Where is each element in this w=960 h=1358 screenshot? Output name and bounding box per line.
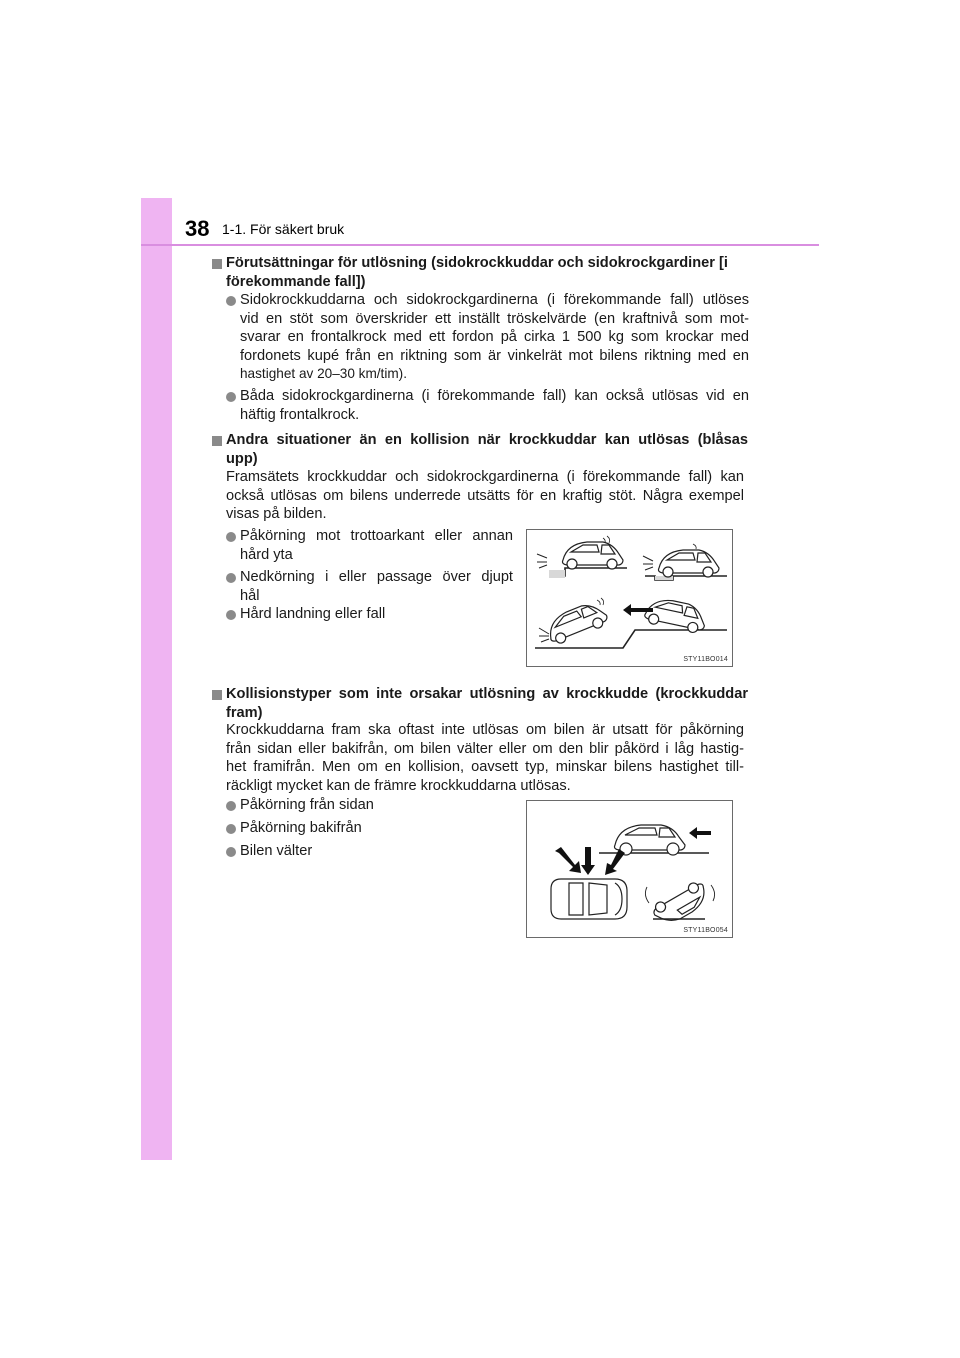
text-line: också utlösas om bilens underrede utsätts för en kraftig stöt. Några exempel [226,487,744,504]
paragraph-other-situations [226,468,744,524]
figure-code: STY11BO054 [683,927,728,934]
side-color-band [141,198,172,1160]
bullet-curb-impact [240,527,513,564]
circle-bullet-icon [226,847,236,857]
circle-bullet-icon [226,801,236,811]
circle-bullet-icon [226,532,236,542]
text-line: från sidan eller bakifrån, om bilen välter eller om den blir påkörd i låg hastig- [226,740,744,757]
text-line: svarar en frontalkrock med ett fordon på cirka 1 500 kg som krockar med [240,329,749,345]
square-bullet-icon [212,436,222,446]
paragraph-non-deployment [226,721,744,795]
text-line: hål [240,587,260,604]
text-line: Framsätets krockkuddar och sidokrockgardinerna (i förekommande fall) kan [226,469,744,485]
heading-line: Förutsättningar för utlösning (sidokrockkuddar och sidokrockgardiner [i [226,255,728,271]
text-line: hård yta [240,546,293,563]
text-line: Krockkuddarna fram ska oftast inte utlösas om bilen är utsatt för påkörning [226,722,744,738]
text-line: vid en stöt som överskrider ett inställt tröskelvärde (en kraftnivå som mot- [240,310,749,327]
heading-non-deployment [226,685,748,722]
bullet-curtain-airbags [240,387,749,424]
text-line: Båda sidokrockgardinerna (i förekommande fall) kan också utlösas vid en [240,388,749,404]
section-title: 1-1. För säkert bruk [222,221,345,237]
circle-bullet-icon [226,610,236,620]
heading-line: Kollisionstyper som inte orsakar utlösning av krockkudde (krockkuddar [226,686,748,702]
bullet-rollover: Bilen välter [240,843,313,859]
circle-bullet-icon [226,824,236,834]
text-line: Nedkörning i eller passage över djupt [240,569,513,585]
heading-other-situations [226,431,748,468]
figure-code: STY11BO014 [683,656,728,663]
circle-bullet-icon [226,392,236,402]
bullet-hard-landing [240,605,513,624]
square-bullet-icon [212,259,222,269]
bullet-side-impact: Påkörning från sidan [240,797,374,813]
text-line: Påkörning mot trottoarkant eller annan [240,528,513,544]
underbody-impact-illustration [527,530,732,666]
text-line: het framifrån. Men om en kollision, oavsett typ, minskar bilens hastighet till- [226,759,744,775]
figure-underbody-impacts [526,529,733,667]
circle-bullet-icon [226,296,236,306]
text-line: räckligt mycket kan de främre krockkuddarna utlösas. [226,777,571,794]
text-line: hastighet av 20–30 km/tim). [240,366,407,381]
text-line: häftig frontalkrock. [240,406,360,423]
text-line: visas på bilden. [226,506,327,522]
circle-bullet-icon [226,573,236,583]
text-line: Sidokrockkuddarna och sidokrockgardinerna (i förekommande fall) utlöses [240,292,749,308]
text-line: Hård landning eller fall [240,606,386,622]
heading-line: fram) [226,704,263,721]
bullet-deep-hole [240,568,513,605]
bullet-side-airbags [240,291,749,384]
page-number: 38 [185,216,210,241]
text-line: fordonets kupé från en riktning som är vinkelrät mot bilens riktning med en [240,347,749,364]
heading-line: förekommande fall]) [226,273,366,290]
figure-non-deployment-collisions [526,800,733,938]
heading-deployment-conditions [226,254,748,291]
bullet-rear-impact: Påkörning bakifrån [240,820,362,836]
heading-line: upp) [226,450,258,467]
header-rule [141,244,819,246]
heading-line: Andra situationer än en kollision när krockkuddar kan utlösas (blåsas [226,432,748,448]
square-bullet-icon [212,690,222,700]
non-deployment-illustration [527,801,732,937]
